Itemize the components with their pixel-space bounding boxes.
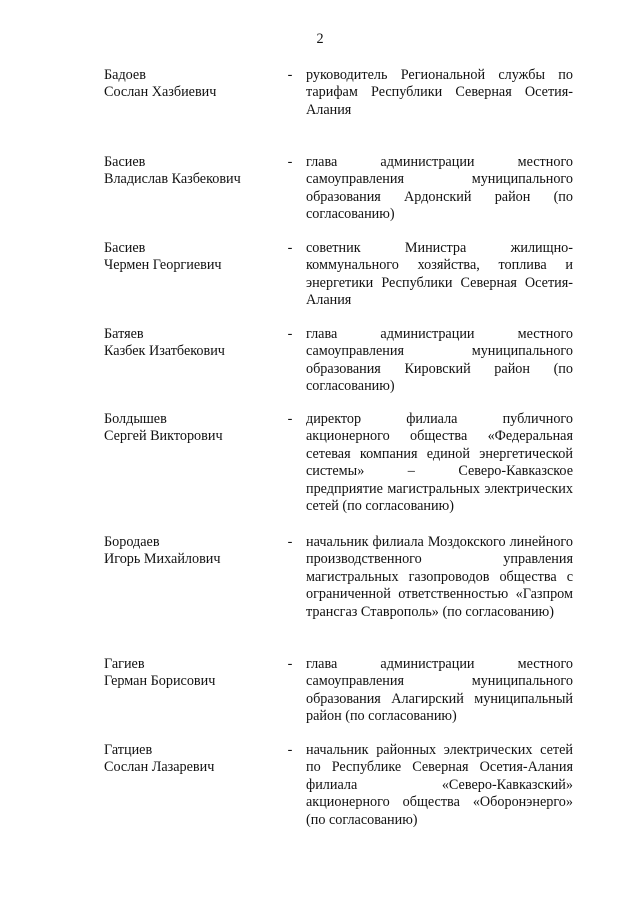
person-name xyxy=(104,154,274,189)
surname: Батяев xyxy=(104,326,144,342)
position-description: глава администрации местного самоуправления муниципального образования Ардонский район (по согласованию) xyxy=(306,154,573,223)
dash-separator: - xyxy=(287,326,293,342)
surname: Болдышев xyxy=(104,411,167,427)
dash-separator: - xyxy=(287,534,293,550)
surname: Бадоев xyxy=(104,67,146,83)
position-description: начальник филиала Моздокского линейного производственного управления магистральных газопроводов общества с ограниченной ответственностью «Газпром трансгаз Ставрополь» (по согласованию) xyxy=(306,534,573,620)
person-name xyxy=(104,411,274,446)
given-name: Игорь Михайлович xyxy=(104,551,221,568)
surname: Гатциев xyxy=(104,742,153,758)
position-description: директор филиала публичного акционерного общества «Федеральная сетевая компания единой энергетической системы» – Северо-Кавказское предприятие магистральных электрических сетей (по согласованию) xyxy=(306,411,573,515)
surname: Басиев xyxy=(104,240,146,256)
page-number: 2 xyxy=(316,31,324,47)
person-name xyxy=(104,534,274,569)
surname: Гагиев xyxy=(104,656,145,672)
position-description: глава администрации местного самоуправления муниципального образования Кировский район (по согласованию) xyxy=(306,326,573,395)
position-description: советник Министра жилищно-коммунального хозяйства, топлива и энергетики Республики Северная Осетия-Алания xyxy=(306,240,573,309)
dash-separator: - xyxy=(287,154,293,170)
given-name: Сергей Викторович xyxy=(104,428,223,445)
given-name: Сослан Лазаревич xyxy=(104,759,215,776)
surname: Бородаев xyxy=(104,534,160,550)
surname: Басиев xyxy=(104,154,146,170)
person-name xyxy=(104,742,274,777)
position-description: руководитель Региональной службы по тарифам Республики Северная Осетия-Алания xyxy=(306,67,573,118)
given-name: Казбек Изатбекович xyxy=(104,343,225,360)
person-name xyxy=(104,67,274,102)
person-name xyxy=(104,240,274,275)
dash-separator: - xyxy=(287,656,293,672)
position-description: глава администрации местного самоуправления муниципального образования Алагирский муниципальный район (по согласованию) xyxy=(306,656,573,725)
dash-separator: - xyxy=(287,742,293,758)
person-name xyxy=(104,326,274,361)
given-name: Герман Борисович xyxy=(104,673,216,690)
given-name: Чермен Георгиевич xyxy=(104,257,222,274)
given-name: Владислав Казбекович xyxy=(104,171,241,188)
given-name: Сослан Хазбиевич xyxy=(104,84,217,101)
dash-separator: - xyxy=(287,411,293,427)
dash-separator: - xyxy=(287,240,293,256)
dash-separator: - xyxy=(287,67,293,83)
position-description: начальник районных электрических сетей по Республике Северная Осетия-Алания филиала «Северо-Кавказский» акционерного общества «Оборонэнерго» (по согласованию) xyxy=(306,742,573,828)
person-name xyxy=(104,656,274,691)
